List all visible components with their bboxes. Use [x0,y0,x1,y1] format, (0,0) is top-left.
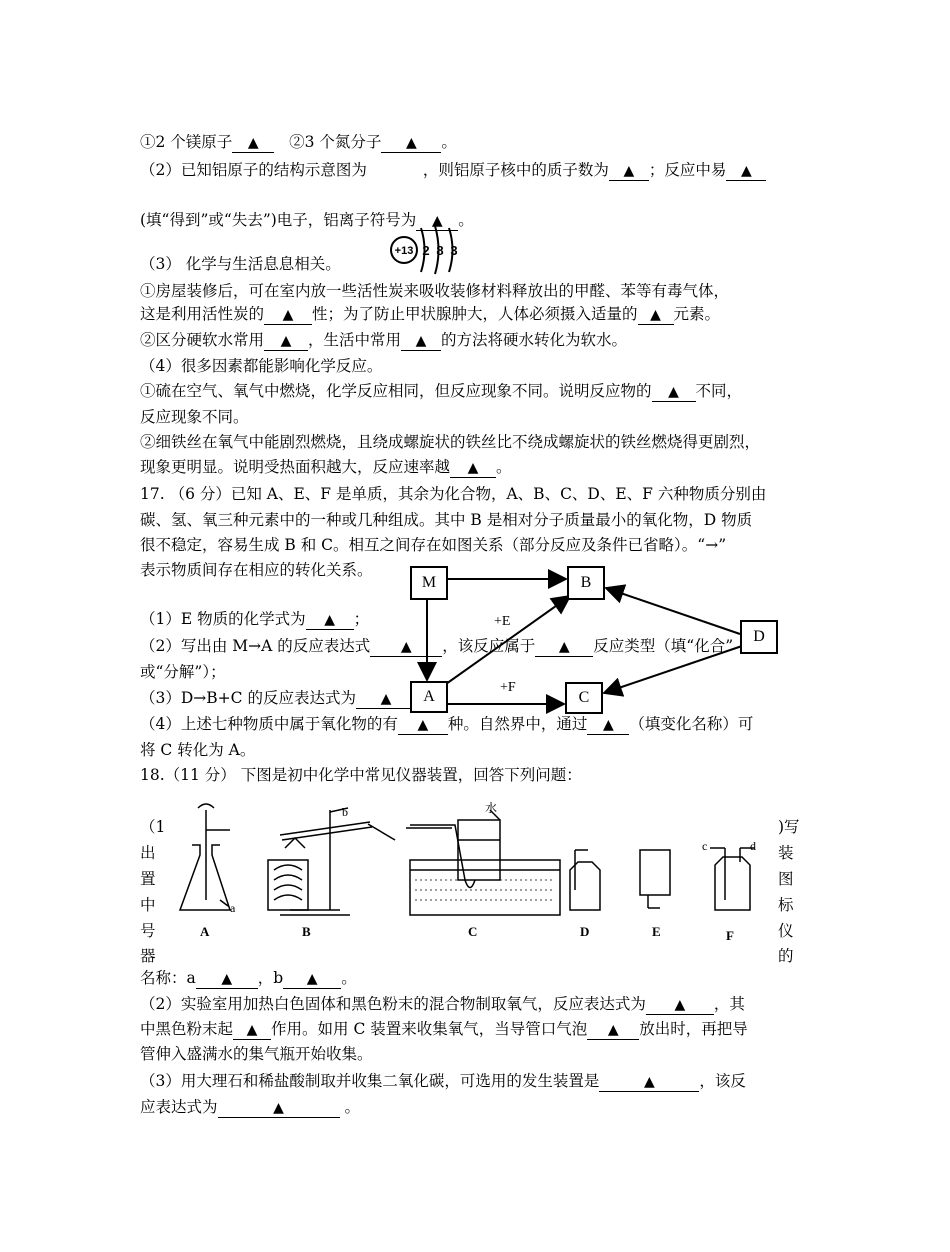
q18-3-line2 [140,1097,360,1118]
shell-1-count: 2 [422,243,430,258]
text: （4）上述七种物质中属于氧化物的有 [140,715,398,733]
arrow-a-to-b [446,596,570,684]
apparatus-label-d: D [580,924,590,939]
text: ，该反应属于 [442,637,536,655]
text: ，生活中常用 [308,331,402,349]
triangle-mark: ▲ [603,717,614,733]
mark-d: d [750,839,756,853]
text: （2）已知铝原子的结构示意图为 [140,161,367,179]
nucleus-label: +13 [394,245,414,257]
text: 名称：a [140,969,196,987]
text: ②区分硬软水常用 [140,331,265,349]
text: 作用。如用 C 装置来收集氧气，当导管口气泡 [271,1020,588,1038]
text: 或“分解”）； [140,663,226,681]
answer-blank[interactable] [599,1072,699,1092]
triangle-mark: ▲ [405,135,417,151]
text: ①房屋装修后，可在室内放一些活性炭来吸收装修材料释放出的甲醛、苯等有毒气体， [140,282,730,300]
triangle-mark: ▲ [674,997,686,1013]
text: （1）E 物质的化学式为 [140,610,306,628]
q18-1-left-text: 置 [140,870,156,888]
text: ②细铁丝在氧气中能剧烈燃烧，且绕成螺旋状的铁丝比不绕成螺旋状的铁丝燃烧得更剧烈， [140,433,761,451]
triangle-mark: ▲ [650,307,661,323]
triangle-mark: ▲ [431,213,443,229]
triangle-mark: ▲ [607,1022,619,1038]
apparatus-label-a: A [200,924,210,939]
node-label: M [421,574,437,591]
node-m [410,566,448,600]
apparatus-label-e: E [652,924,661,939]
text: ①2 个镁原子 [140,133,233,151]
mark-b: b [342,805,348,819]
text: 元素。 [673,305,721,323]
node-b [567,566,605,600]
q18-1-right-text: 装 [778,844,794,862]
text: 不同， [695,382,743,400]
node-a [410,681,448,713]
text: ②3 个氮分子 [289,133,382,151]
answer-blank[interactable] [233,1020,271,1040]
node-label: D [753,628,765,645]
text: 表示物质间存在相应的转化关系。 [140,561,373,579]
triangle-mark: ▲ [280,333,292,349]
text: 中黑色粉末起 [140,1020,234,1038]
edge-label-f: +F [500,680,516,695]
q18-3-line1 [140,1071,746,1092]
text: 。 [339,1098,360,1116]
text: （2）实验室用加热白色固体和黑色粉末的混合物制取氧气，反应表达式为 [140,995,646,1013]
edge-label-e: +E [494,614,511,629]
apparatus-illustration [170,800,770,950]
node-label: C [578,689,590,706]
triangle-mark: ▲ [306,971,318,987]
triangle-mark: ▲ [273,1100,284,1116]
text: 应表达式为 [140,1098,218,1116]
answer-blank[interactable] [218,1098,340,1118]
mark-c: c [702,839,708,853]
q18-1-left-text: 中 [140,896,156,914]
q18-2-line3 [140,1044,373,1064]
triangle-mark: ▲ [380,691,392,707]
triangle-mark: ▲ [415,333,427,349]
node-label: A [423,688,435,705]
mark-water: 水 [485,801,498,815]
text: ，则铝原子核中的质子数为 [422,161,609,179]
text: （2）写出由 M→A 的反应表达式 [140,637,371,655]
q16-1-line: ①2 个镁原子 ▲ ②3 个氮分子 ▲ 。 [140,133,457,151]
text: 碳、氢、氧三种元素中的一种或几种组成。其中 B 是相对分子质量最小的氧化物，D 物质 [140,511,753,529]
text: 性；为了防止甲状腺肿大，人体必须摄入适量的 [312,305,638,323]
q18-1-right-text: 仪 [778,922,794,940]
text: 反应现象不同。 [140,408,249,426]
q18-1-left-text: 器 [140,947,156,965]
q18-heading [140,765,582,785]
triangle-mark: ▲ [558,639,570,655]
text: ； [353,610,370,628]
text: （3） 化学与生活息息相关。 [140,255,341,273]
q18-1-left-text: 号 [140,922,156,940]
triangle-mark: ▲ [282,307,294,323]
text: 这是利用活性炭的 [140,305,265,323]
answer-blank[interactable] [196,969,258,989]
text: 17. （6 分）已知 A、E、F 是单质，其余为化合物，A、B、C、D、E、F 六种物质分别由 [140,485,767,503]
triangle-mark: ▲ [324,612,335,628]
q18-1-right-text: 的 [778,947,794,965]
arrow-d-to-b [606,588,740,634]
text: 18.（11 分） 下图是初中化学中常见仪器装置，回答下列问题： [140,766,582,784]
answer-blank[interactable] [646,995,714,1015]
triangle-mark: ▲ [623,163,635,179]
triangle-mark: ▲ [247,135,259,151]
triangle-mark: ▲ [221,971,233,987]
triangle-mark: ▲ [467,460,479,476]
triangle-mark: ▲ [246,1022,258,1038]
text: （3）D→B+C 的反应表达式为 [140,689,356,707]
q18-1-right-text: 图 [778,870,794,888]
triangle-mark: ▲ [400,639,412,655]
text: 将 C 转化为 A。 [140,741,256,759]
apparatus-label-c: C [468,924,478,939]
mark-a: a [230,901,236,915]
q18-1-left-text: 出 [140,844,156,862]
q18-2-line1 [140,994,745,1015]
text: ，b [257,969,284,987]
apparatus-label-b: B [302,924,311,939]
text: ；反应中易 [648,161,727,179]
text: 管伸入盛满水的集气瓶开始收集。 [140,1045,373,1063]
apparatus-label-f: F [726,928,734,943]
triangle-mark: ▲ [741,163,752,179]
text: 很不稳定，容易生成 B 和 C。相互之间存在如图关系（部分反应及条件已省略）。“→” [140,536,727,554]
shell-2-count: 8 [436,243,444,258]
arrow-d-to-c [604,646,742,693]
text: ，其 [713,995,745,1013]
text: 现象更明显。说明受热面积越大，反应速率越 [140,458,451,476]
text: 反应类型（填“化合” [593,637,734,655]
text: 的方法将硬水转化为软水。 [441,331,628,349]
text: 。 [341,969,357,987]
q18-1-right-text: )写 [778,818,800,836]
triangle-mark: ▲ [417,717,429,733]
triangle-mark: ▲ [668,384,679,400]
triangle-mark: ▲ [643,1074,655,1090]
node-c [565,682,603,714]
text: (填“得到”或“失去”)电子，铝离子符号为 [140,211,417,229]
node-d [740,620,778,654]
answer-blank[interactable] [283,969,341,989]
text: （4）很多因素都能影响化学反应。 [140,357,383,375]
text: ，该反 [699,1072,746,1090]
q16-2-line2: (填“得到”或“失去”)电子，铝离子符号为 ▲ 。 [140,211,474,229]
text: （填变化名称）可 [629,715,754,733]
text: ①硫在空气、氧气中燃烧，化学反应相同，但反应现象不同。说明反应物的 [140,382,652,400]
q18-1-names [140,968,357,989]
q18-1-right-text: 标 [778,896,794,914]
shell-3-count: 3 [450,243,458,258]
q18-1-left-text: （1 [140,818,166,836]
node-label: B [580,574,592,591]
text: （3）用大理石和稀盐酸制取并收集二氧化碳，可选用的发生装置是 [140,1072,600,1090]
text: 种。自然界中，通过 [447,715,588,733]
answer-blank[interactable] [587,1020,639,1040]
text: 。 [496,458,512,476]
text: 放出时，再把导 [639,1020,748,1038]
q18-2-line2 [140,1019,748,1040]
